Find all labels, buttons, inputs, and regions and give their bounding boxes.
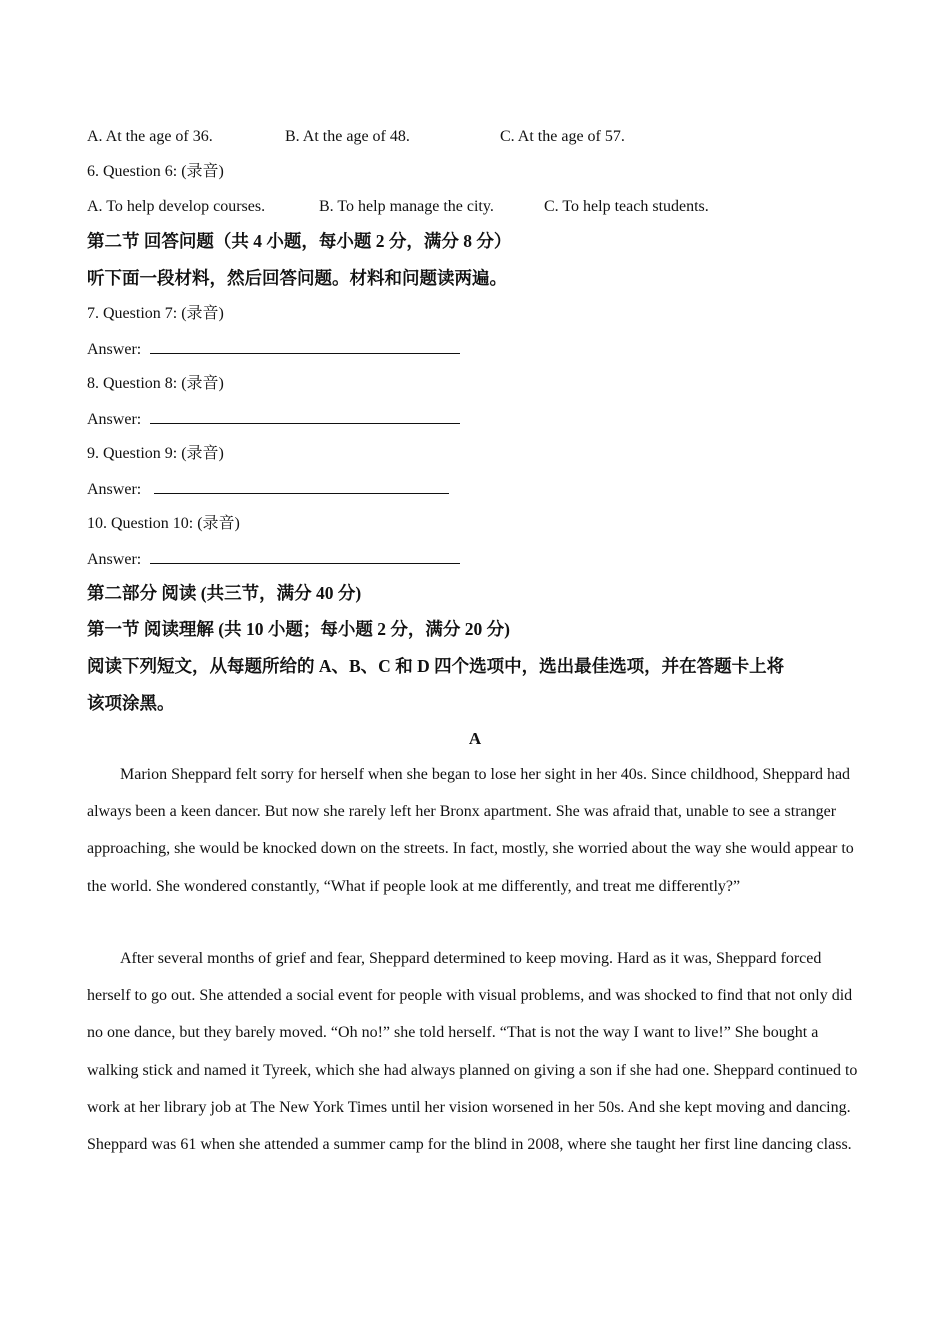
q5-option-b: B. At the age of 48. [285, 128, 410, 145]
passage-paragraph-1: Marion Sheppard felt sorry for herself when she began to lose her sight in her 40s. Since childhood, Sheppard had always been a keen dancer. But now she rarely left her Bronx apartment. She was afraid that, unable to see a stranger approaching, she would be knocked down on the streets. In fact, mostly, she worried about the way she would appear to the world. She wondered constantly, “What if people look at me differently, and treat me differently?” [87, 766, 854, 895]
answer-label: Answer: [87, 481, 142, 498]
section2-instruction: 听下面一段材料，然后回答问题。材料和问题读两遍。 [87, 268, 507, 288]
answer-8-row [87, 409, 460, 430]
answer-label: Answer: [87, 551, 142, 568]
q5-option-a: A. At the age of 36. [87, 128, 213, 145]
section2-heading: 第二节 回答问题（共 4 小题，每小题 2 分，满分 8 分） [87, 231, 512, 251]
reading-instruction-line1: 阅读下列短文，从每题所给的 A、B、C 和 D 四个选项中，选出最佳选项，并在答题卡上将 [87, 656, 785, 676]
passage-title: A [468, 729, 482, 748]
answer-label: Answer: [87, 411, 142, 428]
answer-9-row [87, 479, 449, 500]
part2-heading: 第二部分 阅读 (共三节，满分 40 分) [87, 583, 362, 603]
answer-7-blank[interactable] [150, 339, 460, 354]
q6-option-c: C. To help teach students. [544, 198, 709, 215]
q6-option-b: B. To help manage the city. [319, 198, 494, 215]
question-7: 7. Question 7: (录音) [87, 305, 224, 322]
question-10: 10. Question 10: (录音) [87, 515, 240, 532]
q5-option-c: C. At the age of 57. [500, 128, 625, 145]
answer-label: Answer: [87, 341, 142, 358]
passage-paragraph-2: After several months of grief and fear, Sheppard determined to keep moving. Hard as it was, Sheppard forced herself to go out. She attended a social event for people with visual problems, and was shocked to find that not only did no one dance, but they barely moved. “Oh no!” she told herself. “That is not the way I want to live!” She bought a walking stick and named it Tyreek, which she had always planned on giving a son if she had one. Sheppard continued to work at her library job at The New York Times until her vision worsened in her 50s. And she kept moving and dancing. Sheppard was 61 when she attended a summer camp for the blind in 2008, where she taught her first line dancing class. [87, 950, 858, 1154]
question-9: 9. Question 9: (录音) [87, 445, 224, 462]
answer-10-blank[interactable] [150, 549, 460, 564]
q6-option-a: A. To help develop courses. [87, 198, 266, 215]
answer-9-blank[interactable] [154, 479, 449, 494]
question-8: 8. Question 8: (录音) [87, 375, 224, 392]
q6-question: 6. Question 6: (录音) [87, 163, 224, 180]
answer-8-blank[interactable] [150, 409, 460, 424]
answer-7-row [87, 339, 460, 360]
answer-10-row [87, 549, 460, 570]
reading-instruction-line2: 该项涂黑。 [87, 693, 175, 713]
part2-section1-heading: 第一节 阅读理解 (共 10 小题；每小题 2 分，满分 20 分) [87, 619, 510, 639]
